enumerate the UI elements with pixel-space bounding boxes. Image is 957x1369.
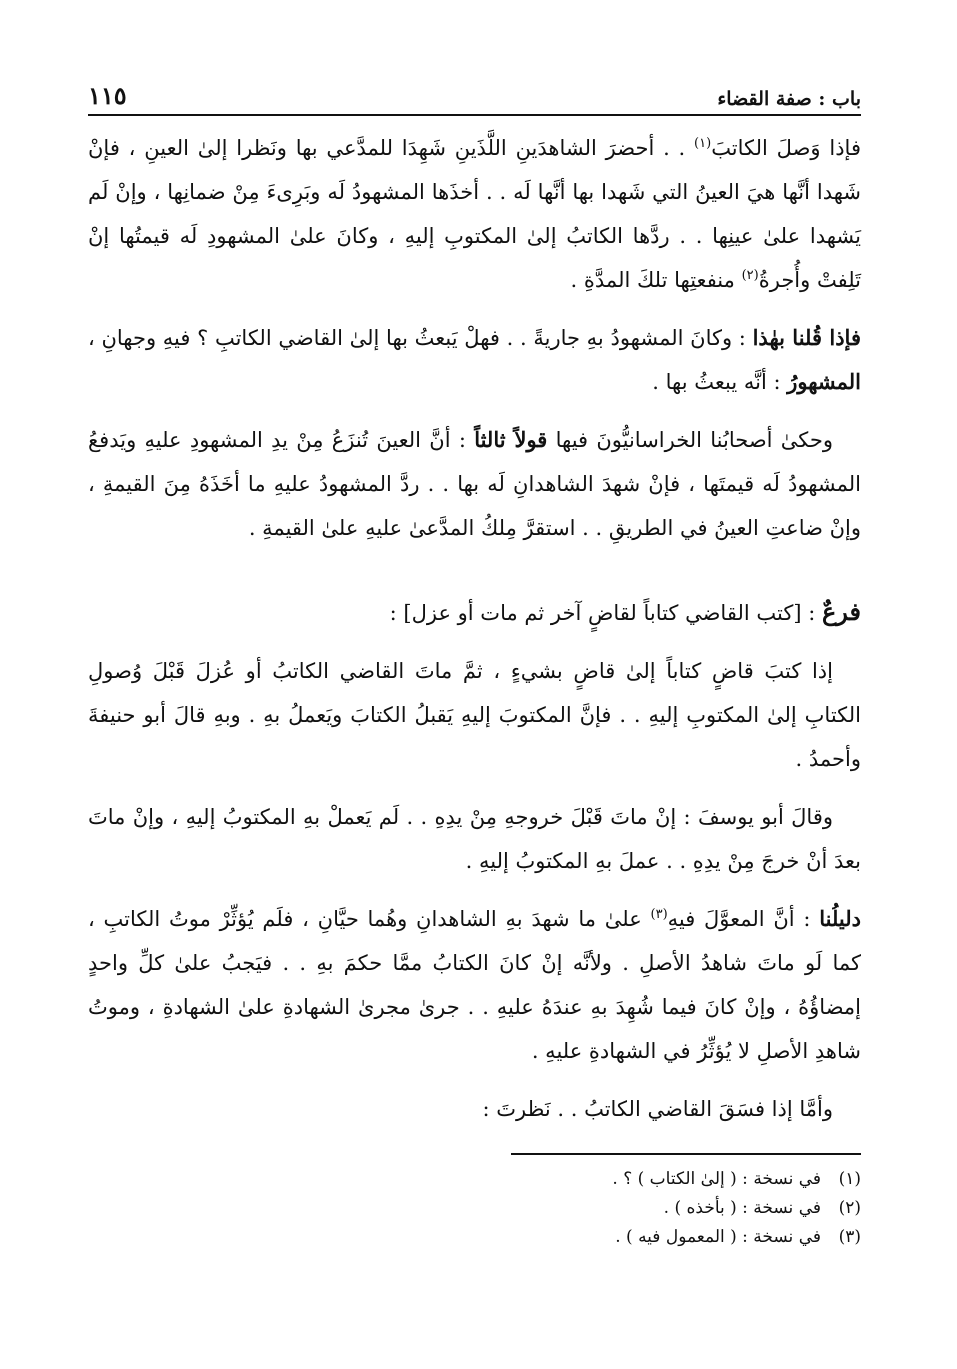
footnote-divider: [511, 1153, 861, 1155]
footnote-number: (١): [838, 1169, 861, 1189]
footnote-text: في نسخة : ( المعمول فيه ) .: [615, 1227, 821, 1247]
footnotes: [88, 1165, 861, 1252]
footnote-number: (٣): [838, 1227, 861, 1247]
section-gap: [88, 564, 861, 590]
section-label: فرعٌ: [821, 597, 861, 626]
footnote-text: في نسخة : ( بأخذه ) .: [663, 1198, 821, 1218]
bold-phrase: قولاً ثالثاً: [474, 427, 548, 452]
paragraph-7: دليلُنا : أنَّ المعوَّلَ فيهِ$^{(٣)}$ علىٰ ما شهدَ بهِ الشاهدانِ وهُما حيَّانِ ، فلَم يُؤثِّرْ موتُ الكاتبِ ، كما لَو ماتَ شاهدُ الأصلِ . ولأنَّه إنْ كانَ الكتابُ ممَّا حكمَ بهِ . . فيَجبُ علىٰ كلِّ واحدٍ إمضاؤُهُ ، وإنْ كانَ فيما شُهِدَ بهِ عندَهُ عليهِ . . جرىٰ مجرىٰ الشهادةِ علىٰ الشهادةِ ، وموتُ شاهدِ الأصلِ لا يُؤثِّرُ في الشهادةِ عليهِ .: [88, 906, 861, 1063]
page-header: [88, 80, 861, 116]
section-heading: فرعٌ : [كتب القاضي كتاباً لقاضٍ آخر ثم مات أو عزل] :: [389, 597, 861, 626]
footnote-ref-3[interactable]: (٣): [650, 907, 668, 922]
footnote: [88, 1223, 861, 1252]
paragraph-2: فإذا قُلنا بهٰذا : وكانَ المشهودُ بهِ جاريةً . . فهلْ يَبعثُ بها إلىٰ القاضي الكاتبِ ؟ فيهِ وجهانِ ، المشهورُ : أنَّه يبعثُ بها .: [88, 325, 861, 394]
paragraph-8: وأمَّا إذا فسَقَ القاضي الكاتبُ . . نَظرتَ :: [482, 1097, 833, 1121]
footnote-ref-2[interactable]: (٢): [741, 268, 759, 283]
chapter-title: باب : صفة القضاء: [717, 88, 861, 110]
paragraph-1: فإذا وَصلَ الكاتبَ$^{(١)}$ . . أحضرَ الشاهدَينِ اللَّذَينِ شَهِدَا للمدَّعي بها ونَظرا إلىٰ العينِ ، فإنْ شَهدا أنَّها هيَ العينُ التي شَهدا بها أنَّها لَه . . أخذَها المشهودُ لَه وبَرِىءَ مِنْ ضمانِها ، وإنْ لَم يَشهدا علىٰ عينِها . . ردَّها الكاتبُ إلىٰ المكتوبِ إليهِ ، وكانَ علىٰ المشهودِ لَه قيمتُها إنْ تَلِفتْ وأُجرةُ$^{(٢)}$ منفعتِها تلكَ المدَّةِ .: [88, 136, 861, 292]
footnote-ref-1[interactable]: (١): [694, 136, 712, 151]
page-body: [88, 126, 861, 1131]
footnote: [88, 1165, 861, 1194]
footnote: [88, 1194, 861, 1223]
bold-phrase: فإذا قُلنا بهٰذا: [752, 325, 861, 350]
footnote-text: في نسخة : ( إلىٰ الكتاب ) ؟ .: [612, 1169, 821, 1189]
paragraph-6: وقالَ أبو يوسفَ : إنْ ماتَ قَبْلَ خروجهِ مِنْ يدِهِ . . لَم يَعملْ بهِ المكتوبُ إليهِ ، وإنْ ماتَ بعدَ أنْ خرجَ مِنْ يدِهِ . . عملَ بهِ المكتوبُ إليهِ .: [88, 805, 861, 873]
bold-phrase: دليلُنا: [819, 906, 861, 931]
page-number: ١١٥: [88, 81, 127, 110]
paragraph-3: وحكىٰ أصحابُنا الخراسانيُّونَ فيها قولاً ثالثاً : أنَّ العينَ تُنزَعُ مِنْ يدِ المشهودِ عليهِ ويَدفعُ المشهودُ لَه قيمتَها ، فإنْ شهدَ الشاهدانِ لَه بها . . ردَّ المشهودُ عليهِ ما أخَذَهُ مِنَ القيمةِ ، وإنْ ضاعتِ العينُ في الطريقِ . . استقرَّ مِلكُ المدَّعىٰ عليهِ علىٰ القيمةِ .: [88, 427, 861, 540]
bold-phrase: المشهورُ: [787, 369, 861, 394]
footnote-number: (٢): [838, 1198, 861, 1218]
paragraph-5: إذا كتبَ قاضٍ كتاباً إلىٰ قاضٍ بشيءٍ ، ثمَّ ماتَ القاضي الكاتبُ أو عُزلَ قَبْلَ وُصولِ الكتابِ إلىٰ المكتوبِ إليهِ . . فإنَّ المكتوبَ إليهِ يَقبلُ الكتابَ ويَعملُ بهِ . وبهِ قالَ أبو حنيفةَ وأحمدُ .: [88, 659, 861, 771]
